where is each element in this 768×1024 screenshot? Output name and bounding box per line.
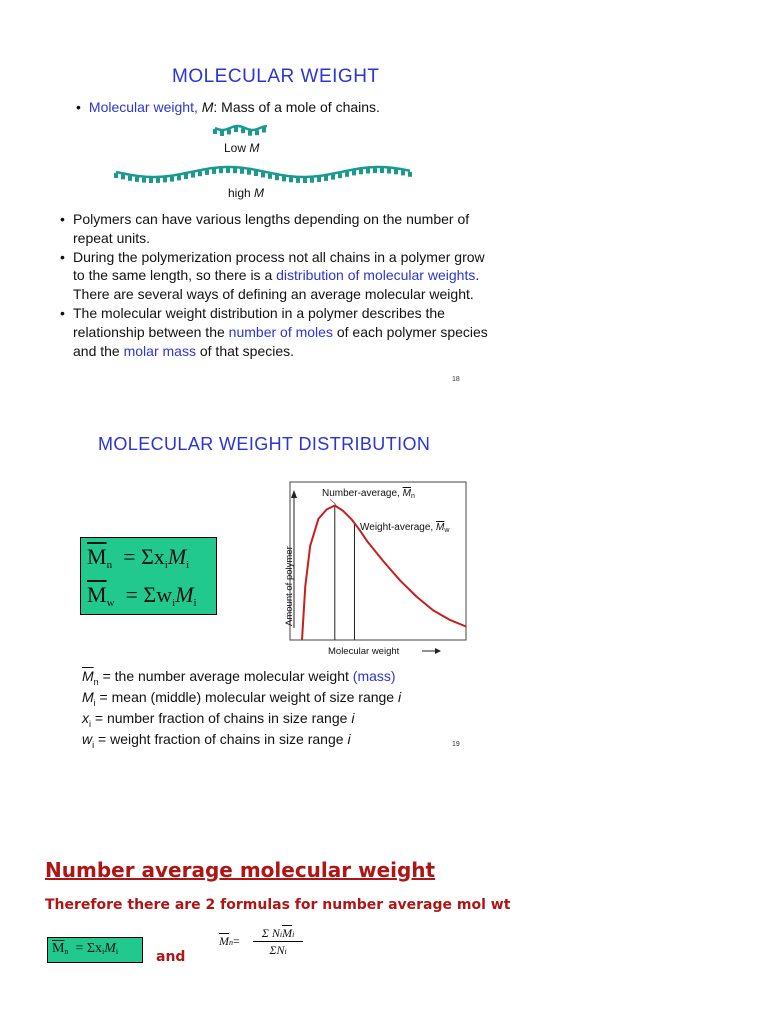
def-wi-text: = weight fraction of chains in size range — [94, 731, 344, 747]
small-formula-lhs-sub: n — [64, 947, 69, 956]
slide1-page-number: 18 — [452, 376, 460, 383]
def-mn-sub: n — [93, 677, 99, 687]
small-formula-lhs: $\overline{M}$ — [52, 941, 65, 956]
high-chain-monomer — [394, 169, 398, 174]
formula-mn-lhs: $\overline{M}$ — [87, 544, 107, 569]
high-chain-monomer — [380, 168, 384, 173]
x-axis-arrowhead — [435, 648, 441, 654]
high-m-symbol: M — [254, 186, 265, 200]
high-chain-monomer — [212, 169, 216, 174]
formula-mw-lhs-sub: w — [106, 597, 115, 609]
slide1-title: MOLECULAR WEIGHT — [172, 66, 380, 87]
slide1-bullets — [60, 210, 490, 360]
bullet2-text-c: . There are several ways of defining an average molecular weight. — [73, 267, 480, 303]
polymer-chains-illustration — [0, 0, 768, 200]
high-chain-monomer — [240, 169, 244, 174]
frac-bar — [253, 941, 303, 942]
high-chain-monomer — [205, 170, 209, 175]
low-chain-monomer — [248, 131, 252, 136]
slide2-title: MOLECULAR WEIGHT DISTRIBUTION — [98, 434, 431, 454]
def-xi-text: = number fraction of chains in size range — [91, 710, 348, 726]
bullet3-text-e: of that species. — [199, 342, 295, 359]
high-chain-monomer — [114, 173, 118, 178]
formula-mw-tail-sub: i — [193, 597, 197, 609]
formula-box — [80, 537, 217, 615]
high-chain-monomer — [387, 169, 391, 174]
high-chain-monomer — [163, 177, 167, 182]
slide2-page-number: 19 — [452, 741, 460, 748]
frac-num-sub: i — [279, 930, 283, 939]
low-chain-monomer — [234, 127, 238, 132]
high-chain-monomer — [184, 174, 188, 179]
formula-mn-rhs-sub: i — [164, 559, 168, 571]
high-chain-monomer — [275, 175, 279, 180]
def-xi — [82, 709, 401, 730]
high-chain-monomer — [282, 176, 286, 181]
low-chain-monomer — [262, 128, 266, 133]
small-formula-tail-sub: i — [115, 947, 119, 956]
intro-symbol: M — [201, 99, 214, 115]
frac-denominator — [253, 943, 303, 958]
high-chain-monomer — [170, 177, 174, 182]
high-chain-monomer — [219, 168, 223, 173]
formula-mn-lhs-sub: n — [106, 559, 113, 571]
high-chain-monomer — [408, 172, 412, 177]
low-m-symbol: M — [249, 141, 260, 155]
low-chain-monomer — [213, 129, 217, 134]
high-chain-monomer — [317, 177, 321, 182]
bullet2-highlight: distribution of molecular weights — [276, 267, 476, 284]
high-m-chain — [114, 167, 412, 183]
high-chain-monomer — [324, 176, 328, 181]
high-chain-monomer — [233, 168, 237, 173]
formula-mw-tail: M — [175, 582, 194, 607]
low-chain-monomer — [241, 128, 245, 133]
frac-num-tail-sub: i — [292, 930, 295, 939]
intro-rest: : Mass of a mole of chains. — [213, 99, 380, 115]
high-chain-monomer — [135, 177, 139, 182]
bullet2-text-a: During the polymerization process not all chains in a polymer grow to the same length, so there is a — [73, 248, 485, 284]
high-m-label — [228, 186, 264, 200]
bullet3-text-c: of each polymer species and the — [73, 323, 488, 359]
low-chain-monomer — [220, 131, 224, 136]
high-chain-monomer — [352, 170, 356, 175]
def-wi-sub: i — [92, 740, 95, 750]
def-mi — [82, 688, 401, 709]
formula-mn — [87, 544, 189, 570]
high-chain-monomer — [254, 171, 258, 176]
def-mi-text: = mean (middle) molecular weight of size range — [95, 689, 395, 705]
formula-mw — [87, 582, 197, 608]
high-chain-monomer — [401, 170, 405, 175]
def-mi-sub: i — [93, 698, 96, 708]
def-mn-text: = the number average molecular weight — [98, 668, 349, 684]
formula-mw-rhs: = Σw — [125, 582, 173, 607]
small-formula-rhs: = Σx — [75, 941, 102, 956]
high-chain-monomer — [296, 178, 300, 183]
high-chain-monomer — [366, 169, 370, 174]
def-xi-sym: x — [82, 710, 89, 726]
low-chain-monomer — [227, 129, 231, 134]
low-word: Low — [224, 141, 247, 155]
high-chain-monomer — [177, 175, 181, 180]
formula-mw-lhs: $\overline{M}$ — [87, 582, 107, 607]
def-wi-tail: i — [347, 731, 351, 747]
formula-mw-rhs-sub: i — [172, 597, 176, 609]
bullet3-highlight-moles: number of moles — [228, 323, 333, 340]
high-chain-monomer — [331, 175, 335, 180]
high-chain-monomer — [338, 173, 342, 178]
bullet3-highlight-molar: molar mass — [123, 342, 196, 359]
high-chain-monomer — [128, 176, 132, 181]
def-mn — [82, 667, 401, 688]
small-formula-box — [47, 937, 143, 963]
formula-mn-tail: M — [167, 544, 187, 569]
bullet-item — [60, 210, 490, 248]
high-chain-monomer — [198, 171, 202, 176]
frac-lhs — [219, 934, 240, 949]
def-xi-tail: i — [351, 710, 355, 726]
bullet3-text-a: The molecular weight distribution in a polymer describes the relationship between the — [73, 304, 445, 340]
bullet-dot: • — [76, 99, 81, 115]
high-word: high — [228, 186, 251, 200]
frac-eq: = — [233, 934, 240, 948]
frac-lhs-sub: n — [229, 938, 233, 947]
small-formula-tail: M — [104, 941, 116, 956]
high-chain-monomer — [373, 168, 377, 173]
def-mn-mass: (mass) — [352, 668, 396, 684]
x-axis-label: Molecular weight — [328, 646, 400, 657]
high-chain-monomer — [303, 178, 307, 183]
frac-den: ΣN — [269, 943, 285, 957]
high-chain-monomer — [289, 177, 293, 182]
high-chain-monomer — [226, 168, 230, 173]
frac-lhs-sym: $\overline{M}$ — [219, 934, 229, 948]
y-axis-label: Amount of polymer — [284, 546, 295, 626]
high-chain-monomer — [121, 174, 125, 179]
frac-num: Σ N — [261, 926, 280, 940]
weight-average-label: Weight-average, $M_w$ — [360, 522, 450, 534]
bullet-item — [60, 304, 490, 360]
and-word: and — [156, 949, 186, 965]
high-chain-monomer — [345, 172, 349, 177]
def-xi-sub: i — [89, 719, 91, 729]
frac-numerator — [253, 926, 303, 941]
definitions — [82, 667, 401, 751]
def-mi-tail: i — [397, 689, 402, 705]
distribution-chart — [280, 478, 470, 660]
frac-num-tail: $\overline{M}$ — [282, 926, 293, 940]
def-mn-sym: $\overline{M}$ — [82, 668, 94, 684]
number-average-label: Number-average, $M_n$ — [322, 488, 415, 500]
high-chain-monomer — [268, 174, 272, 179]
high-chain-monomer — [310, 178, 314, 183]
low-chain-monomer — [255, 130, 259, 135]
small-formula — [52, 941, 118, 957]
high-chain-monomer — [261, 172, 265, 177]
small-formula-rhs-sub: i — [102, 947, 105, 956]
high-chain-monomer — [149, 178, 153, 183]
low-m-chain — [213, 126, 267, 136]
bullet1-text: Polymers can have various lengths depending on the number of repeat units. — [73, 211, 470, 246]
section-heading: Number average molecular weight — [45, 858, 436, 882]
high-chain-monomer — [247, 170, 251, 175]
intro-colored: Molecular weight, — [88, 99, 198, 115]
chart-frame — [290, 482, 466, 640]
def-wi-sym: w — [82, 731, 93, 747]
bullet-item — [60, 248, 490, 304]
high-chain-monomer — [156, 178, 160, 183]
section-subtext: Therefore there are 2 formulas for number average mol wt — [45, 897, 511, 913]
def-mi-sym: M — [82, 689, 94, 705]
high-chain-monomer — [191, 173, 195, 178]
low-m-label — [224, 141, 259, 155]
high-chain-monomer — [142, 178, 146, 183]
formula-mn-tail-sub: i — [186, 559, 190, 571]
formula-mn-rhs: = Σx — [123, 544, 165, 569]
frac-den-sub: i — [284, 947, 287, 956]
high-chain-monomer — [359, 169, 363, 174]
def-wi — [82, 730, 401, 751]
